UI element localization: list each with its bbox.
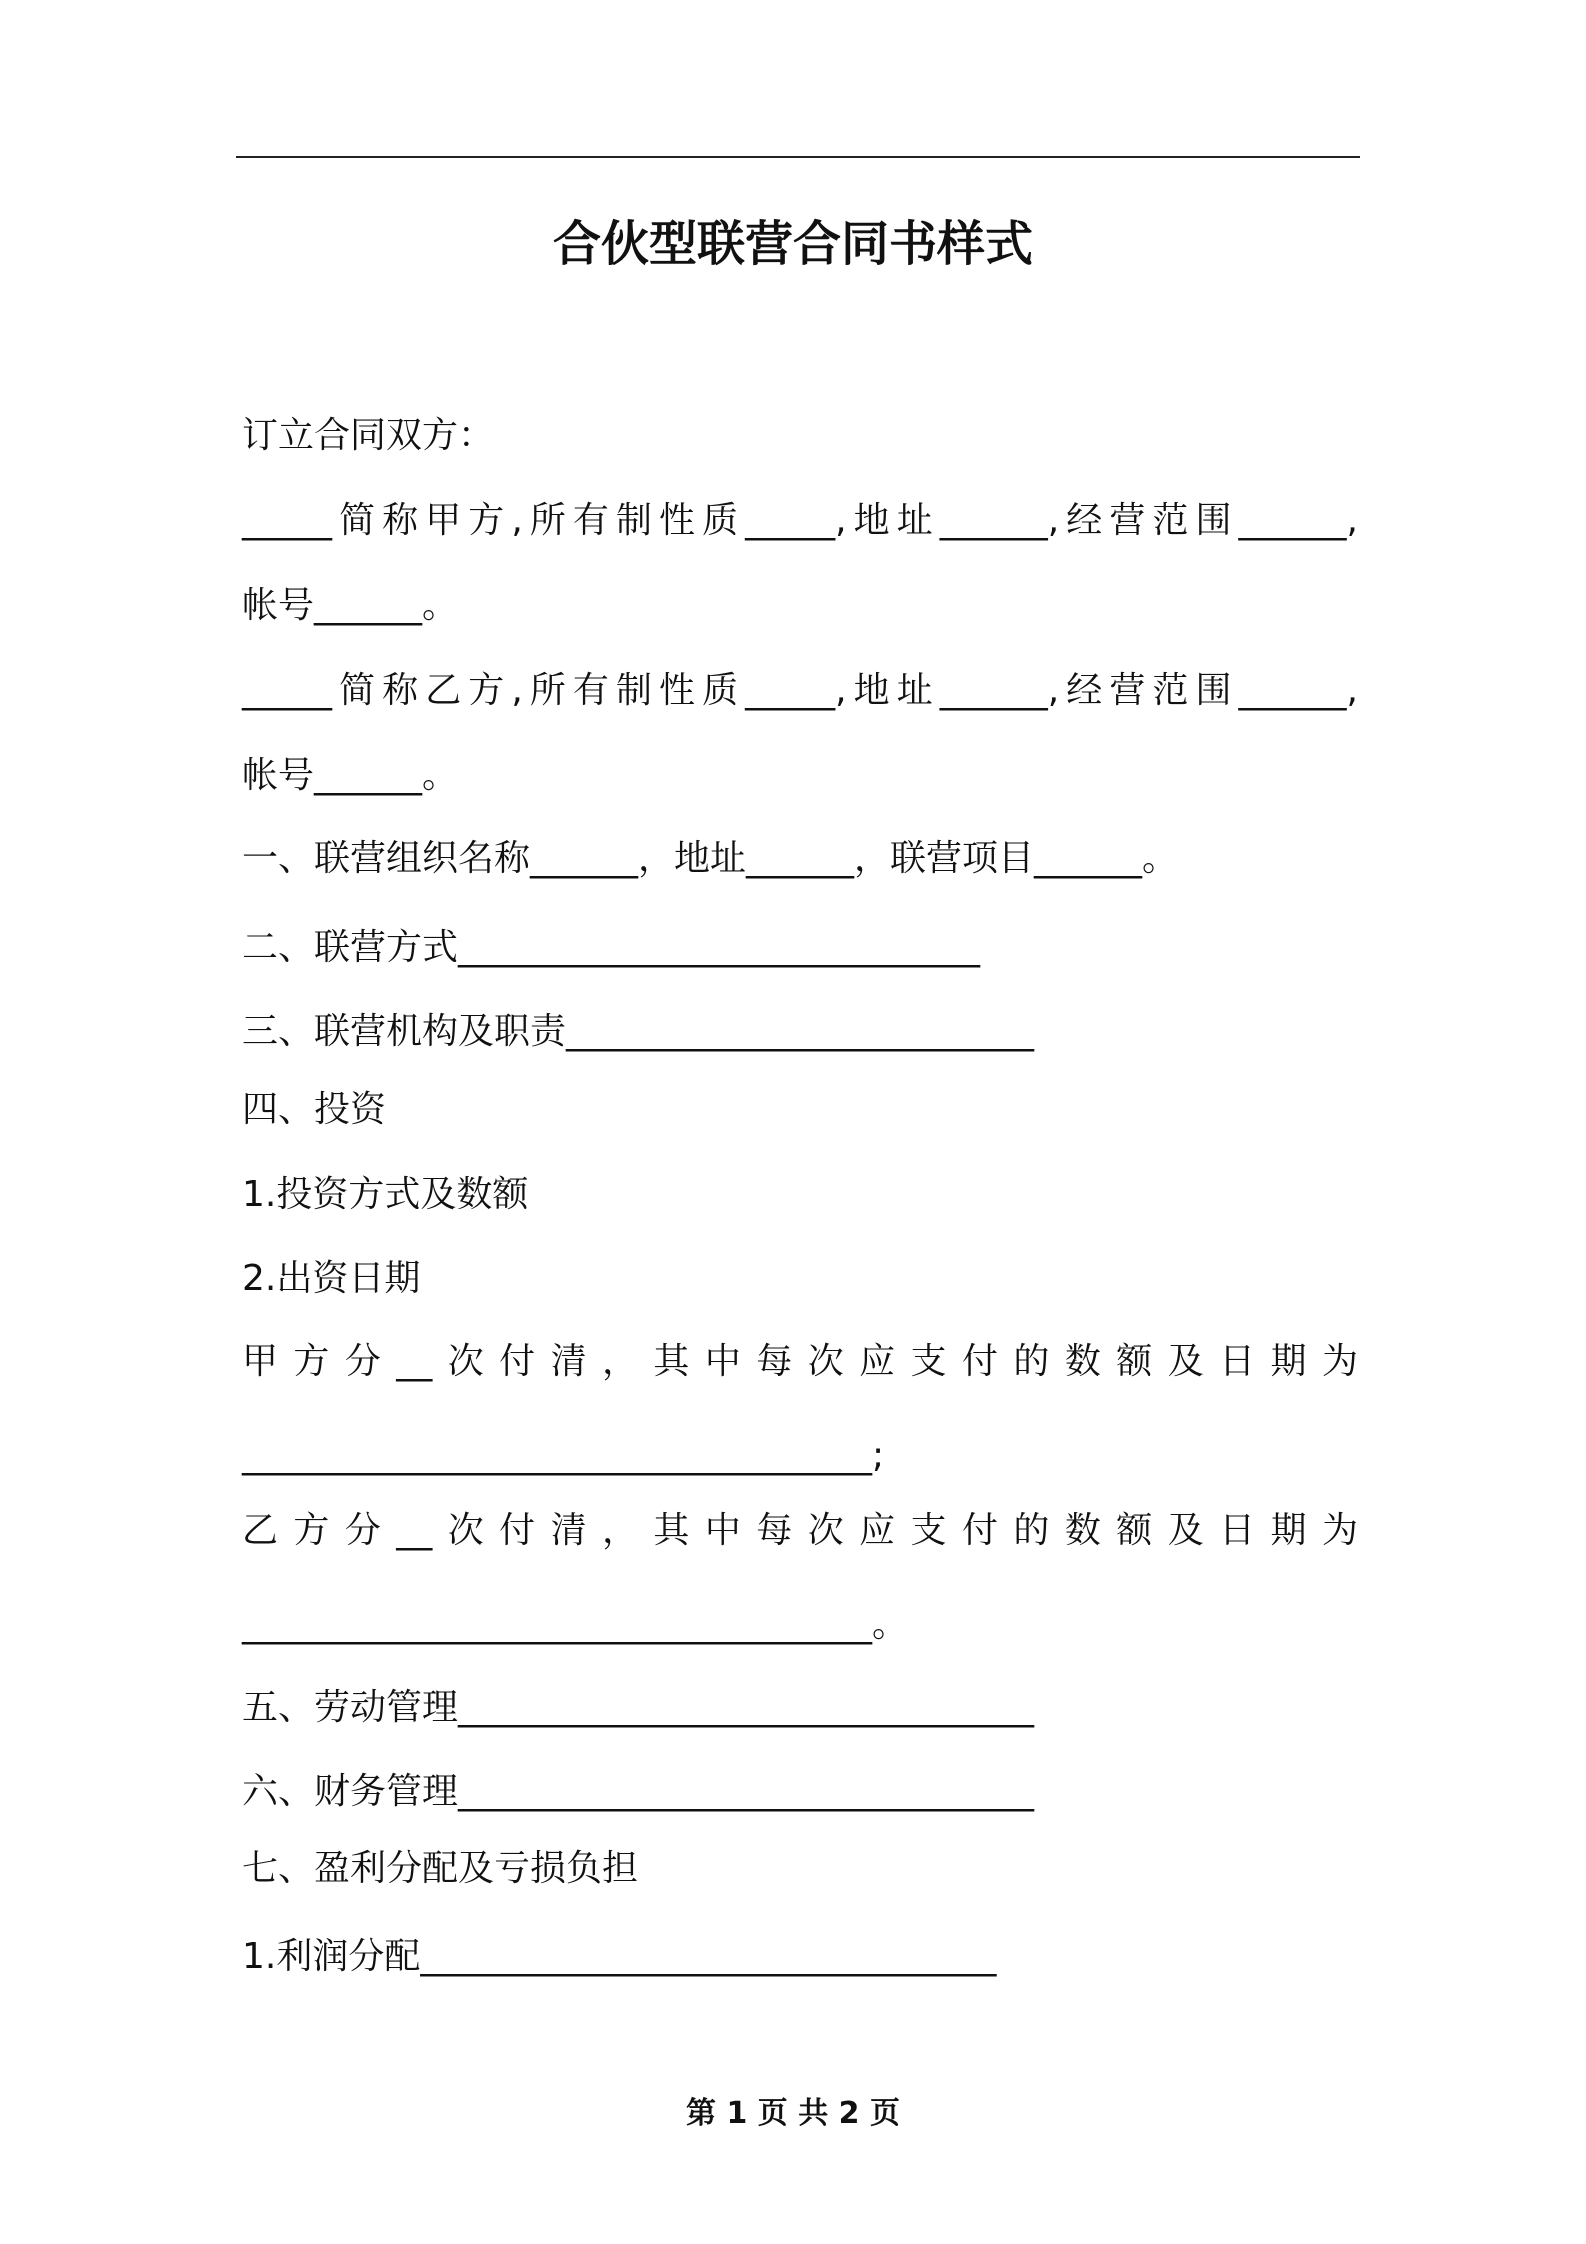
party-b-payment-blank: ___________________________________。 bbox=[242, 1604, 908, 1645]
clause-5-line: 五、劳动管理________________________________ bbox=[242, 1687, 1035, 1728]
clause-1-line: 一、联营组织名称______，地址______，联营项目______。 bbox=[242, 838, 1179, 879]
contract-parties-heading: 订立合同双方： bbox=[242, 415, 495, 456]
party-a-account-line: 帐号______。 bbox=[242, 585, 459, 626]
party-a-payment-line: 甲方分__次付清，其中每次应支付的数额及日期为 bbox=[242, 1341, 1358, 1382]
clause-7-item-1: 1.利润分配________________________________ bbox=[242, 1936, 997, 1977]
document-title: 合伙型联营合同书样式 bbox=[552, 216, 1033, 272]
page-number: 第 1 页 共 2 页 bbox=[686, 2096, 900, 2131]
clause-7-heading: 七、盈利分配及亏损负担 bbox=[242, 1848, 639, 1889]
party-b-payment-line: 乙方分__次付清，其中每次应支付的数额及日期为 bbox=[242, 1510, 1358, 1551]
party-a-line: _____简称甲方,所有制性质_____,地址______,经营范围______, bbox=[242, 500, 1358, 541]
header-rule bbox=[236, 156, 1360, 158]
clause-4-item-1: 1.投资方式及数额 bbox=[242, 1174, 529, 1215]
party-a-payment-blank: ___________________________________; bbox=[242, 1435, 885, 1476]
party-b-line: _____简称乙方,所有制性质_____,地址______,经营范围______, bbox=[242, 670, 1358, 711]
clause-3-line: 三、联营机构及职责__________________________ bbox=[242, 1011, 1035, 1052]
clause-6-line: 六、财务管理________________________________ bbox=[242, 1771, 1035, 1812]
clause-4-item-2: 2.出资日期 bbox=[242, 1258, 421, 1299]
party-b-account-line: 帐号______。 bbox=[242, 755, 459, 796]
clause-4-heading: 四、投资 bbox=[242, 1089, 387, 1130]
clause-2-line: 二、联营方式_____________________________ bbox=[242, 927, 981, 968]
